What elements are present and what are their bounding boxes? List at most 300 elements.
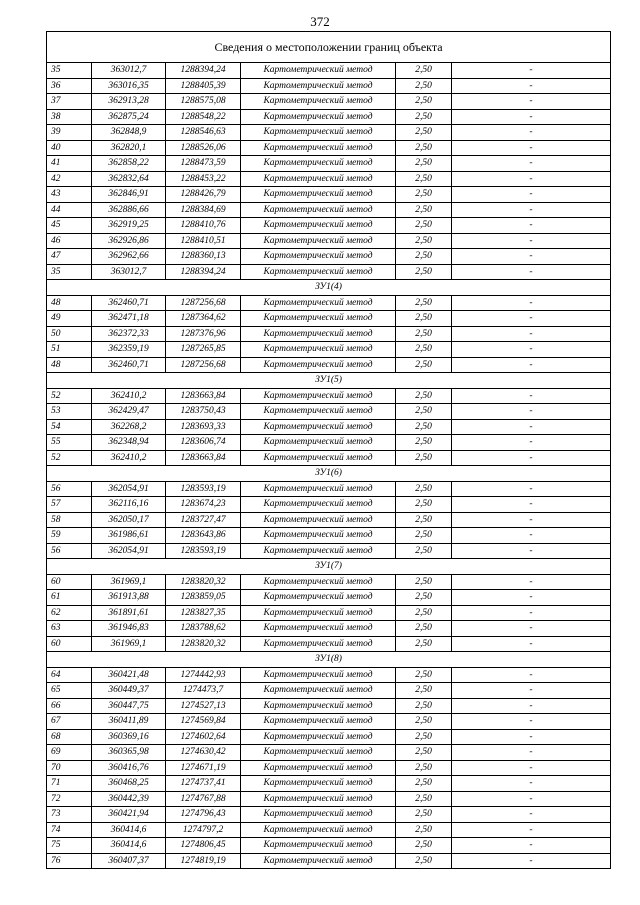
y-coordinate: 1283674,23 [166,497,241,513]
method: Картометрический метод [241,760,396,776]
description: - [452,512,611,528]
y-coordinate: 1288453,22 [166,171,241,187]
accuracy: 2,50 [396,497,452,513]
y-coordinate: 1288426,79 [166,187,241,203]
accuracy: 2,50 [396,807,452,823]
x-coordinate: 360369,16 [92,729,166,745]
section-label: ЗУ1(7) [47,559,611,575]
point-number: 58 [47,512,92,528]
point-number: 60 [47,574,92,590]
point-number: 65 [47,683,92,699]
table-row [47,94,611,110]
table-row [47,807,611,823]
description: - [452,636,611,652]
description: - [452,94,611,110]
point-number: 53 [47,404,92,420]
x-coordinate: 362460,71 [92,295,166,311]
point-number: 69 [47,745,92,761]
description: - [452,140,611,156]
point-number: 70 [47,760,92,776]
method: Картометрический метод [241,187,396,203]
x-coordinate: 363016,35 [92,78,166,94]
y-coordinate: 1283593,19 [166,543,241,559]
point-number: 42 [47,171,92,187]
section-label: ЗУ1(8) [47,652,611,668]
method: Картометрический метод [241,838,396,854]
accuracy: 2,50 [396,125,452,141]
accuracy: 2,50 [396,621,452,637]
description: - [452,714,611,730]
point-number: 57 [47,497,92,513]
x-coordinate: 362471,18 [92,311,166,327]
table-row [47,326,611,342]
x-coordinate: 360414,6 [92,822,166,838]
point-number: 60 [47,636,92,652]
point-number: 55 [47,435,92,451]
y-coordinate: 1274569,84 [166,714,241,730]
method: Картометрический метод [241,512,396,528]
accuracy: 2,50 [396,388,452,404]
description: - [452,822,611,838]
table-row [47,264,611,280]
accuracy: 2,50 [396,714,452,730]
x-coordinate: 362460,71 [92,357,166,373]
table-row [47,187,611,203]
description: - [452,497,611,513]
method: Картометрический метод [241,605,396,621]
boundary-table-container [46,31,610,869]
accuracy: 2,50 [396,342,452,358]
point-number: 59 [47,528,92,544]
table-row [47,543,611,559]
x-coordinate: 362858,22 [92,156,166,172]
description: - [452,78,611,94]
point-number: 61 [47,590,92,606]
page-number: 372 [310,14,330,29]
y-coordinate: 1274796,43 [166,807,241,823]
point-number: 35 [47,63,92,79]
x-coordinate: 362846,91 [92,187,166,203]
y-coordinate: 1288473,59 [166,156,241,172]
method: Картометрический метод [241,683,396,699]
point-number: 37 [47,94,92,110]
description: - [452,187,611,203]
y-coordinate: 1287364,62 [166,311,241,327]
accuracy: 2,50 [396,838,452,854]
description: - [452,218,611,234]
method: Картометрический метод [241,807,396,823]
section-header-row [47,466,611,482]
table-row [47,621,611,637]
table-row [47,683,611,699]
table-row [47,435,611,451]
accuracy: 2,50 [396,512,452,528]
accuracy: 2,50 [396,63,452,79]
y-coordinate: 1288394,24 [166,63,241,79]
description: - [452,574,611,590]
table-row [47,714,611,730]
description: - [452,683,611,699]
description: - [452,528,611,544]
table-row [47,528,611,544]
table-row [47,249,611,265]
y-coordinate: 1288384,69 [166,202,241,218]
method: Картометрический метод [241,171,396,187]
table-row [47,574,611,590]
method: Картометрический метод [241,419,396,435]
description: - [452,745,611,761]
description: - [452,295,611,311]
point-number: 63 [47,621,92,637]
table-row [47,745,611,761]
table-row [47,667,611,683]
table-row [47,156,611,172]
description: - [452,311,611,327]
boundary-coordinates-table [46,31,611,869]
y-coordinate: 1287265,85 [166,342,241,358]
table-title-row [47,32,611,63]
y-coordinate: 1288410,76 [166,218,241,234]
table-title: Сведения о местоположении границ объекта [47,32,611,63]
y-coordinate: 1283820,32 [166,636,241,652]
method: Картометрический метод [241,249,396,265]
x-coordinate: 360407,37 [92,853,166,869]
y-coordinate: 1288394,24 [166,264,241,280]
section-label: ЗУ1(6) [47,466,611,482]
accuracy: 2,50 [396,745,452,761]
accuracy: 2,50 [396,171,452,187]
table-row [47,636,611,652]
table-row [47,218,611,234]
y-coordinate: 1287256,68 [166,295,241,311]
description: - [452,63,611,79]
x-coordinate: 361946,83 [92,621,166,637]
y-coordinate: 1288360,13 [166,249,241,265]
y-coordinate: 1274671,19 [166,760,241,776]
x-coordinate: 361913,88 [92,590,166,606]
point-number: 56 [47,481,92,497]
y-coordinate: 1274473,7 [166,683,241,699]
table-row [47,125,611,141]
point-number: 68 [47,729,92,745]
y-coordinate: 1287376,96 [166,326,241,342]
method: Картометрический метод [241,404,396,420]
accuracy: 2,50 [396,853,452,869]
accuracy: 2,50 [396,435,452,451]
x-coordinate: 363012,7 [92,264,166,280]
accuracy: 2,50 [396,698,452,714]
x-coordinate: 360442,39 [92,791,166,807]
method: Картометрический метод [241,94,396,110]
point-number: 41 [47,156,92,172]
description: - [452,357,611,373]
accuracy: 2,50 [396,218,452,234]
description: - [452,543,611,559]
point-number: 49 [47,311,92,327]
x-coordinate: 362348,94 [92,435,166,451]
table-row [47,822,611,838]
method: Картометрический метод [241,853,396,869]
description: - [452,171,611,187]
table-row [47,140,611,156]
x-coordinate: 360365,98 [92,745,166,761]
point-number: 35 [47,264,92,280]
x-coordinate: 362962,66 [92,249,166,265]
accuracy: 2,50 [396,419,452,435]
table-row [47,233,611,249]
method: Картометрический метод [241,342,396,358]
method: Картометрический метод [241,78,396,94]
accuracy: 2,50 [396,605,452,621]
table-row [47,357,611,373]
y-coordinate: 1274819,19 [166,853,241,869]
accuracy: 2,50 [396,202,452,218]
y-coordinate: 1283788,62 [166,621,241,637]
method: Картометрический метод [241,714,396,730]
y-coordinate: 1274737,41 [166,776,241,792]
point-number: 39 [47,125,92,141]
point-number: 50 [47,326,92,342]
point-number: 54 [47,419,92,435]
accuracy: 2,50 [396,78,452,94]
method: Картометрический метод [241,326,396,342]
x-coordinate: 361969,1 [92,574,166,590]
method: Картометрический метод [241,667,396,683]
method: Картометрический метод [241,481,396,497]
method: Картометрический метод [241,574,396,590]
table-row [47,791,611,807]
description: - [452,481,611,497]
table-row [47,171,611,187]
table-row [47,760,611,776]
point-number: 56 [47,543,92,559]
accuracy: 2,50 [396,760,452,776]
table-row [47,295,611,311]
accuracy: 2,50 [396,528,452,544]
description: - [452,326,611,342]
method: Картометрический метод [241,590,396,606]
point-number: 71 [47,776,92,792]
x-coordinate: 362848,9 [92,125,166,141]
method: Картометрический метод [241,698,396,714]
method: Картометрический метод [241,311,396,327]
method: Картометрический метод [241,264,396,280]
point-number: 76 [47,853,92,869]
accuracy: 2,50 [396,249,452,265]
y-coordinate: 1283593,19 [166,481,241,497]
point-number: 52 [47,450,92,466]
method: Картометрический метод [241,140,396,156]
point-number: 45 [47,218,92,234]
y-coordinate: 1283827,35 [166,605,241,621]
method: Картометрический метод [241,295,396,311]
x-coordinate: 362913,28 [92,94,166,110]
accuracy: 2,50 [396,357,452,373]
y-coordinate: 1283820,32 [166,574,241,590]
x-coordinate: 360421,48 [92,667,166,683]
table-row [47,838,611,854]
y-coordinate: 1283693,33 [166,419,241,435]
description: - [452,729,611,745]
y-coordinate: 1283643,86 [166,528,241,544]
method: Картометрический метод [241,621,396,637]
accuracy: 2,50 [396,636,452,652]
method: Картометрический метод [241,497,396,513]
description: - [452,621,611,637]
section-header-row [47,559,611,575]
x-coordinate: 360416,76 [92,760,166,776]
x-coordinate: 362926,86 [92,233,166,249]
method: Картометрический метод [241,528,396,544]
accuracy: 2,50 [396,404,452,420]
method: Картометрический метод [241,435,396,451]
description: - [452,156,611,172]
method: Картометрический метод [241,233,396,249]
method: Картометрический метод [241,388,396,404]
point-number: 48 [47,295,92,311]
point-number: 43 [47,187,92,203]
accuracy: 2,50 [396,574,452,590]
table-row [47,450,611,466]
accuracy: 2,50 [396,326,452,342]
method: Картометрический метод [241,63,396,79]
y-coordinate: 1288575,08 [166,94,241,110]
y-coordinate: 1274630,42 [166,745,241,761]
method: Картометрический метод [241,791,396,807]
y-coordinate: 1283750,43 [166,404,241,420]
accuracy: 2,50 [396,822,452,838]
method: Картометрический метод [241,156,396,172]
section-header-row [47,373,611,389]
table-row [47,729,611,745]
point-number: 38 [47,109,92,125]
table-row [47,404,611,420]
description: - [452,342,611,358]
table-row [47,311,611,327]
table-row [47,109,611,125]
accuracy: 2,50 [396,264,452,280]
description: - [452,202,611,218]
y-coordinate: 1274767,88 [166,791,241,807]
accuracy: 2,50 [396,187,452,203]
y-coordinate: 1283727,47 [166,512,241,528]
y-coordinate: 1288548,22 [166,109,241,125]
table-row [47,776,611,792]
table-row [47,497,611,513]
point-number: 73 [47,807,92,823]
table-row [47,78,611,94]
y-coordinate: 1288410,51 [166,233,241,249]
description: - [452,853,611,869]
x-coordinate: 362410,2 [92,450,166,466]
method: Картометрический метод [241,357,396,373]
table-row [47,512,611,528]
point-number: 51 [47,342,92,358]
description: - [452,109,611,125]
description: - [452,264,611,280]
accuracy: 2,50 [396,683,452,699]
accuracy: 2,50 [396,156,452,172]
description: - [452,590,611,606]
point-number: 66 [47,698,92,714]
x-coordinate: 362372,33 [92,326,166,342]
method: Картометрический метод [241,109,396,125]
accuracy: 2,50 [396,667,452,683]
y-coordinate: 1274602,64 [166,729,241,745]
y-coordinate: 1288546,63 [166,125,241,141]
table-row [47,63,611,79]
accuracy: 2,50 [396,311,452,327]
description: - [452,776,611,792]
y-coordinate: 1283859,05 [166,590,241,606]
table-row [47,605,611,621]
table-row [47,202,611,218]
y-coordinate: 1274527,13 [166,698,241,714]
accuracy: 2,50 [396,791,452,807]
x-coordinate: 362832,64 [92,171,166,187]
x-coordinate: 360449,37 [92,683,166,699]
point-number: 67 [47,714,92,730]
x-coordinate: 362820,1 [92,140,166,156]
table-row [47,853,611,869]
section-label: ЗУ1(5) [47,373,611,389]
y-coordinate: 1288526,06 [166,140,241,156]
section-header-row [47,280,611,296]
description: - [452,698,611,714]
method: Картометрический метод [241,729,396,745]
description: - [452,760,611,776]
y-coordinate: 1283606,74 [166,435,241,451]
point-number: 64 [47,667,92,683]
description: - [452,435,611,451]
x-coordinate: 362886,66 [92,202,166,218]
description: - [452,838,611,854]
y-coordinate: 1283663,84 [166,450,241,466]
method: Картометрический метод [241,543,396,559]
point-number: 44 [47,202,92,218]
accuracy: 2,50 [396,481,452,497]
table-row [47,342,611,358]
description: - [452,791,611,807]
accuracy: 2,50 [396,450,452,466]
description: - [452,450,611,466]
point-number: 74 [47,822,92,838]
table-row [47,698,611,714]
x-coordinate: 363012,7 [92,63,166,79]
accuracy: 2,50 [396,295,452,311]
x-coordinate: 361891,61 [92,605,166,621]
point-number: 36 [47,78,92,94]
x-coordinate: 362410,2 [92,388,166,404]
method: Картометрический метод [241,822,396,838]
y-coordinate: 1274442,93 [166,667,241,683]
x-coordinate: 361969,1 [92,636,166,652]
point-number: 47 [47,249,92,265]
method: Картометрический метод [241,745,396,761]
method: Картометрический метод [241,450,396,466]
x-coordinate: 360414,6 [92,838,166,854]
point-number: 62 [47,605,92,621]
y-coordinate: 1288405,39 [166,78,241,94]
x-coordinate: 360468,25 [92,776,166,792]
y-coordinate: 1287256,68 [166,357,241,373]
description: - [452,605,611,621]
description: - [452,419,611,435]
method: Картометрический метод [241,218,396,234]
x-coordinate: 362054,91 [92,543,166,559]
description: - [452,807,611,823]
x-coordinate: 362268,2 [92,419,166,435]
